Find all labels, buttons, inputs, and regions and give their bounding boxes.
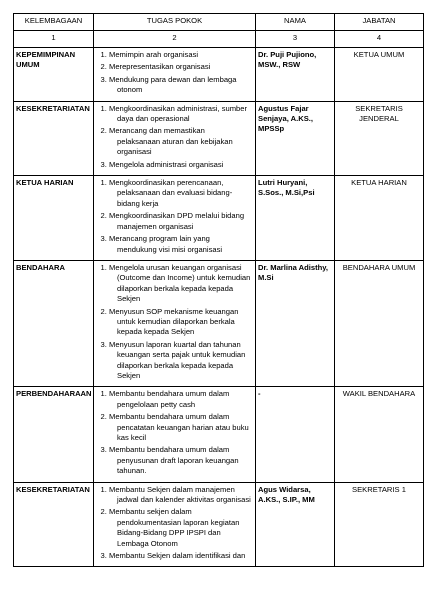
column-number-row	[14, 31, 424, 48]
nama-cell: Lutri Huryani, S.Sos., M.Si,Psi	[256, 176, 335, 261]
header-nama: NAMA	[256, 14, 335, 31]
table-row	[14, 482, 424, 567]
task-item	[109, 178, 253, 209]
column-number: 3	[256, 31, 335, 48]
task-text-continued: pencatatan keuangan harian atau buku kas kecil	[117, 422, 249, 442]
table-row	[14, 260, 424, 386]
task-text: Mengkoordinasikan DPD melalui bidang	[109, 211, 245, 221]
task-list	[96, 389, 253, 476]
nama-cell: Dr. Puji Pujiono, MSW., RSW	[256, 48, 335, 102]
task-text-continued: daya dan operasional	[117, 114, 190, 124]
task-list	[96, 50, 253, 96]
kelembagaan-cell: KETUA HARIAN	[14, 176, 94, 261]
task-item	[109, 389, 253, 410]
task-item	[109, 307, 253, 338]
task-item	[109, 263, 253, 305]
task-text: Menyusun laporan kuartal dan tahunan	[109, 339, 241, 349]
task-item	[109, 551, 253, 561]
tugas-pokok-cell	[94, 48, 256, 102]
task-item	[109, 75, 253, 96]
header-tugas-pokok: TUGAS POKOK	[94, 14, 256, 31]
tugas-pokok-cell	[94, 260, 256, 386]
task-text: Mengkoordinasikan administrasi, sumber	[109, 103, 248, 113]
kelembagaan-cell: KEPEMIMPINAN UMUM	[14, 48, 94, 102]
task-item	[109, 340, 253, 382]
tugas-pokok-cell	[94, 482, 256, 567]
header-kelembagaan: KELEMBAGAAN	[14, 14, 94, 31]
jabatan-cell: SEKRETARIS 1	[335, 482, 424, 567]
organization-table	[13, 13, 424, 567]
task-text: Merepresentasikan organisasi	[109, 62, 211, 72]
task-item	[109, 211, 253, 232]
task-text: Membantu bendahara umum dalam	[109, 412, 230, 422]
tugas-pokok-cell	[94, 387, 256, 482]
task-text: Mendukung para dewan dan lembaga	[109, 74, 237, 84]
task-text-continued: manajemen organisasi	[117, 221, 194, 231]
table-row	[14, 387, 424, 482]
nama-cell: -	[256, 387, 335, 482]
task-text-continued: (Outcome dan Income) untuk kemudian dilaporkan berkala kepada kepada Sekjen	[117, 273, 251, 304]
column-number: 2	[94, 31, 256, 48]
task-list	[96, 104, 253, 170]
task-list	[96, 178, 253, 255]
jabatan-cell: KETUA UMUM	[335, 48, 424, 102]
column-number: 1	[14, 31, 94, 48]
table-header	[14, 14, 424, 48]
task-item	[109, 507, 253, 549]
task-text-continued: pelaksanaan dan evaluasi bidang-bidang kerja	[117, 188, 233, 208]
task-text: Membantu bendahara umum dalam	[109, 445, 230, 455]
task-text-continued: pendokumentasian laporan kegiatan Bidang-Bidang DPP IPSPI dan Lembaga Otonom	[117, 517, 240, 548]
jabatan-cell: BENDAHARA UMUM	[335, 260, 424, 386]
jabatan-cell: WAKIL BENDAHARA	[335, 387, 424, 482]
table-row	[14, 101, 424, 175]
task-text: Memimpin arah organisasi	[109, 50, 199, 59]
column-number: 4	[335, 31, 424, 48]
task-item	[109, 485, 253, 506]
task-item	[109, 62, 253, 72]
table-row	[14, 48, 424, 102]
task-item	[109, 50, 253, 60]
task-text-continued: pengelolaan petty cash	[117, 399, 196, 409]
task-text: Merancang program lain yang	[109, 234, 210, 244]
task-text: Menyusun SOP mekanisme keuangan	[109, 306, 239, 316]
kelembagaan-cell: KESEKRETARIATAN	[14, 482, 94, 567]
task-item	[109, 104, 253, 125]
task-item	[109, 234, 253, 255]
kelembagaan-cell: KESEKRETARIATAN	[14, 101, 94, 175]
task-text-continued: keuangan serta pajak untuk kemudian dilaporkan berkala kepada kepada Sekjen	[117, 350, 246, 380]
task-text: Membantu Sekjen dalam identifikasi dan	[109, 551, 246, 561]
task-list	[96, 485, 253, 562]
task-text: Membantu sekjen dalam	[109, 507, 192, 517]
tugas-pokok-cell	[94, 176, 256, 261]
task-text-continued: otonom	[117, 85, 143, 95]
header-row	[14, 14, 424, 31]
task-text-continued: penyusunan draft laporan keuangan tahunan.	[117, 455, 239, 476]
task-list	[96, 263, 253, 381]
task-text: Mengelola urusan keuangan organisasi	[109, 262, 242, 272]
task-text-continued: pelaksanaan aturan dan kebijakan organisasi	[117, 136, 233, 157]
nama-cell: Agus Widarsa, A.KS., S.IP., MM	[256, 482, 335, 567]
table-row	[14, 176, 424, 261]
task-item	[109, 445, 253, 476]
jabatan-cell: SEKRETARIS JENDERAL	[335, 101, 424, 175]
task-text-continued: jadwal dan kalender aktivitas organisasi	[117, 495, 251, 505]
task-text: Mengkoordinasikan perencanaan,	[109, 178, 224, 188]
tugas-pokok-cell	[94, 101, 256, 175]
task-item	[109, 126, 253, 157]
task-text: Membantu Sekjen dalam manajemen	[109, 484, 235, 494]
task-text-continued: mendukung visi misi organisasi	[117, 244, 223, 254]
jabatan-cell: KETUA HARIAN	[335, 176, 424, 261]
nama-cell: Agustus Fajar Senjaya, A.KS., MPSSp	[256, 101, 335, 175]
task-text: Membantu bendahara umum dalam	[109, 389, 230, 399]
kelembagaan-cell: PERBENDAHARAAN	[14, 387, 94, 482]
task-text: Merancang dan memastikan	[109, 126, 205, 136]
kelembagaan-cell: BENDAHARA	[14, 260, 94, 386]
task-item	[109, 412, 253, 443]
task-text: Mengelola administrasi organisasi	[109, 159, 224, 169]
header-jabatan: JABATAN	[335, 14, 424, 31]
nama-cell: Dr. Marlina Adisthy, M.Si	[256, 260, 335, 386]
task-text-continued: untuk kemudian dilaporkan berkala kepada kepada Sekjen	[117, 316, 235, 337]
table-body	[14, 48, 424, 567]
task-item	[109, 160, 253, 170]
